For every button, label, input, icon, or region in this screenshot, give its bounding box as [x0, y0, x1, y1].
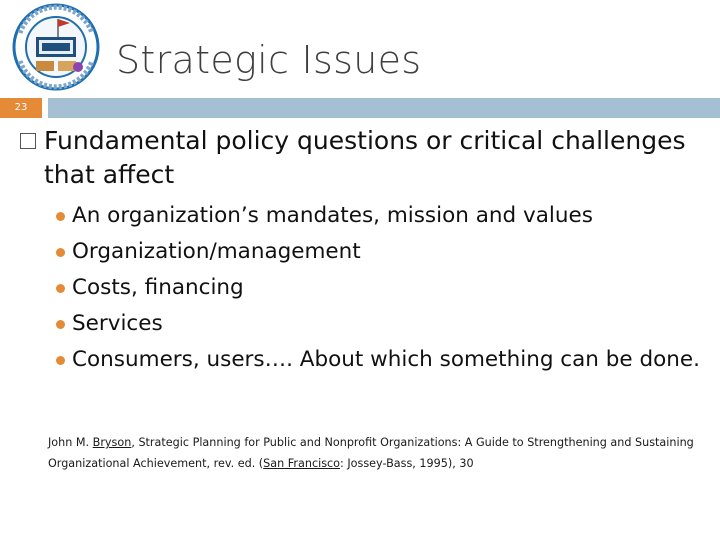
slide-content	[18, 124, 718, 378]
institution-seal-icon	[6, 3, 106, 91]
sub-bullet-text: Costs, financing	[72, 275, 244, 300]
main-bullet-text: Fundamental policy questions or critical challenges that affect	[44, 126, 686, 189]
sub-bullet-item	[54, 270, 718, 306]
sub-bullet-item	[54, 234, 718, 270]
main-bullet	[18, 124, 718, 192]
sub-bullet-text: Consumers, users…. About which something can be done.	[72, 347, 700, 372]
title-divider-bar	[48, 98, 720, 118]
sub-bullet-text: Services	[72, 311, 163, 336]
citation-text: John M.	[48, 436, 93, 449]
sub-bullet-text: Organization/management	[72, 239, 361, 264]
sub-bullet-list	[18, 198, 718, 378]
citation-text: : Jossey-Bass, 1995), 30	[340, 457, 474, 470]
citation-text: , Strategic Planning for Public and Nonprofit Organizations: A Guide to Strengthening and Sustaining Organizational Achievement, rev. ed. (	[48, 436, 694, 470]
sub-bullet-item	[54, 306, 718, 342]
bullet-dot-icon	[56, 356, 65, 365]
sub-bullet-text: An organization’s mandates, mission and values	[72, 203, 593, 228]
bullet-dot-icon	[56, 248, 65, 257]
citation-author: Bryson	[92, 436, 132, 449]
slide-number: 23	[0, 98, 42, 118]
bullet-dot-icon	[56, 320, 65, 329]
sub-bullet-item	[54, 198, 718, 234]
bullet-dot-icon	[56, 284, 65, 293]
checkbox-bullet-icon	[20, 133, 36, 149]
slide-title: Strategic Issues	[116, 38, 422, 82]
sub-bullet-item	[54, 342, 718, 378]
citation	[48, 432, 708, 474]
bullet-dot-icon	[56, 212, 65, 221]
citation-place: San Francisco	[263, 457, 341, 470]
